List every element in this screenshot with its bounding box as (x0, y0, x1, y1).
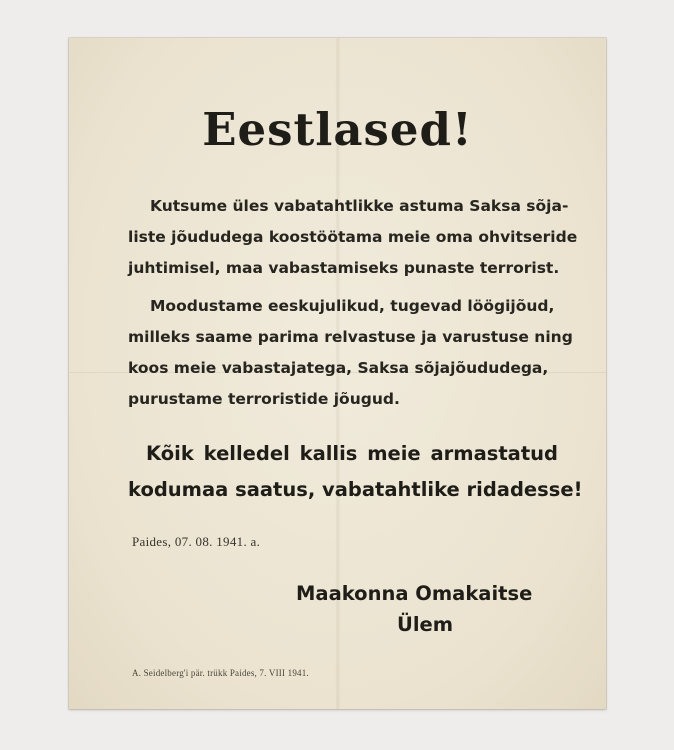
issue-date: Paides, 07. 08. 1941. a. (132, 534, 261, 549)
printer-imprint: A. Seidelberg'i pär. trükk Paides, 7. VIII 1941. (132, 668, 309, 678)
appeal-statement (128, 436, 583, 508)
paragraph-forming-units (128, 291, 573, 415)
paragraph-line: juhtimisel, maa vabastamiseks punaste terrorist. (128, 259, 560, 277)
paragraph-line: Moodustame eeskujulikud, tugevad löögijõud, (150, 297, 555, 315)
paragraph-line: liste jõududega koostöötama meie oma ohvitseride (128, 228, 578, 246)
paragraph-line: koos meie vabastajatega, Saksa sõjajõududega, (128, 359, 549, 377)
signature-organization: Maakonna Omakaitse (296, 582, 533, 605)
paragraph-line: Kutsume üles vabatahtlikke astuma Saksa sõja- (150, 197, 569, 215)
poster-sheet (69, 38, 606, 709)
paragraph-call-to-volunteers (128, 191, 578, 284)
appeal-line: Kõik kelledel kallis meie armastatud (146, 442, 558, 465)
signature-title: Ülem (397, 613, 454, 636)
paragraph-line: milleks saame parima relvastuse ja varustuse ning (128, 328, 573, 346)
appeal-line: kodumaa saatus, vabatahtlike ridadesse! (128, 478, 583, 501)
poster-title: Eestlased! (202, 103, 473, 156)
paragraph-line: purustame terroristide jõugud. (128, 390, 400, 408)
signature-block (296, 578, 558, 640)
